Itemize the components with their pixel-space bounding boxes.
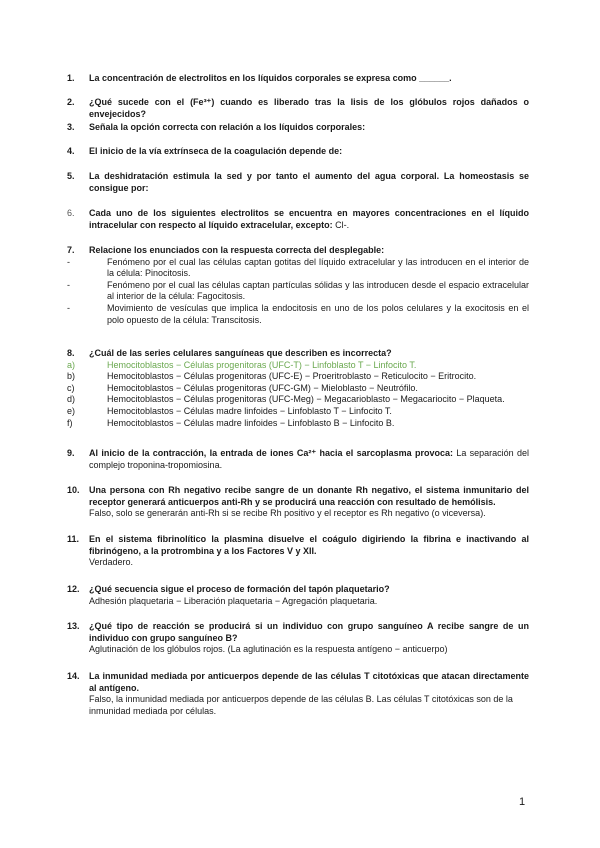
option: [67, 371, 529, 383]
option-text: Hemocitoblastos − Células progenitoras (UFC-E) − Proeritroblasto − Reticulocito − Eritrocito.: [107, 371, 477, 382]
question-number: 6.: [67, 208, 75, 218]
option-text: Hemocitoblastos − Células progenitoras (UFC-Meg) − Megacarioblasto − Megacariocito − Plaqueta.: [107, 394, 505, 405]
question-text: Cada uno de los siguientes electrolitos se encuentra en mayores concentraciones en el líquido intracelular con respecto al líquido extracelular, excepto:: [89, 208, 529, 230]
answer-text: Falso, solo se generarán anti-Rh si se recibe Rh positivo y el receptor es Rh negativo (o viceversa).: [89, 508, 486, 519]
question-text: Al inicio de la contracción, la entrada de iones Ca²⁺ hacia el sarcoplasma provoca:: [89, 448, 453, 458]
answer-text: Falso, la inmunidad mediada por anticuerpos depende de las células B. Las células T citotóxicas son de la inmunidad mediada por células.: [89, 694, 513, 716]
question-text: La deshidratación estimula la sed y por tanto el aumento del agua corporal. La homeostasis se consigue por:: [89, 171, 529, 193]
answer-text: La separación del complejo troponina-tropomiosina.: [89, 448, 529, 470]
question-2: [67, 97, 529, 120]
answer-text: Adhesión plaquetaria − Liberación plaquetaria − Agregación plaquetaria.: [89, 595, 378, 606]
question-9: [67, 448, 529, 471]
question-1: [67, 73, 529, 85]
question-number: 3.: [67, 122, 75, 132]
option: [67, 417, 529, 430]
question-number: 4.: [67, 146, 75, 156]
question-text: ¿Qué sucede con el (Fe³⁺) cuando es liberado tras la lisis de los glóbulos rojos dañados o envejecidos?: [89, 97, 529, 119]
option-text: Hemocitoblastos − Células progenitoras (UFC-T) − Linfoblasto T − Linfocito T.: [107, 359, 417, 370]
question-10: [67, 485, 529, 520]
question-text: ¿Qué tipo de reacción se producirá si un individuo con grupo sanguíneo A recibe sangre de un individuo con grupo sanguíneo B?: [89, 621, 529, 643]
list-item: - Fenómeno por el cual las células captan gotitas del líquido extracelular y las introducen en el interior de la célula: Pinocitosis.: [67, 256, 529, 279]
question-number: 7.: [67, 245, 75, 255]
question-number: 5.: [67, 171, 75, 181]
question-number: 10.: [67, 485, 80, 495]
option-correct: [67, 359, 529, 372]
question-12: [67, 584, 529, 607]
question-number: 14.: [67, 671, 80, 681]
question-number: 12.: [67, 584, 80, 594]
question-number: 11.: [67, 534, 80, 544]
answer-text: Verdadero.: [89, 557, 134, 568]
question-number: 2.: [67, 97, 75, 107]
question-text: En el sistema fibrinolítico la plasmina disuelve el coágulo digiriendo la fibrina e inactivando al fibrinógeno, a la protrombina y a los Factores V y XII.: [89, 534, 529, 556]
option: [67, 405, 529, 418]
list-item: - Fenómeno por el cual las células captan partículas sólidas y las introducen desde el espacio extracelular al interior de la célula: Fagocitosis.: [67, 279, 529, 302]
option-text: Hemocitoblastos − Células madre linfoides − Linfoblasto B − Linfocito B.: [107, 417, 395, 428]
question-number: 9.: [67, 448, 75, 458]
question-13: [67, 621, 529, 656]
item-text: Fenómeno por el cual las células captan partículas sólidas y las introducen desde el espacio extracelular al interior de la célula: Fagocitosis.: [107, 279, 529, 302]
option: [67, 382, 529, 395]
question-text: Una persona con Rh negativo recibe sangre de un donante Rh negativo, el sistema inmunitario del receptor generará anticuerpos anti-Rh y se producirá una reacción con resultado de hemólisis.: [89, 485, 529, 507]
option-letter: a): [67, 359, 76, 370]
question-text: La inmunidad mediada por anticuerpos depende de las células T citotóxicas que atacan directamente al antígeno.: [89, 671, 529, 693]
question-text: ¿Qué secuencia sigue el proceso de formación del tapón plaquetario?: [89, 584, 390, 594]
question-number: 1.: [67, 73, 75, 83]
item-text: Movimiento de vesículas que implica la endocitosis en uno de los polos celulares y la exocitosis en el polo opuesto de la célula: Transcitosis.: [107, 302, 529, 325]
question-5: [67, 171, 529, 194]
option-letter: f): [67, 417, 73, 428]
item-text: Fenómeno por el cual las células captan gotitas del líquido extracelular y las introducen en el interior de la célula: Pinocitosis.: [107, 256, 529, 279]
question-number: 13.: [67, 621, 80, 631]
question-4: [67, 146, 529, 158]
option-letter: d): [67, 394, 76, 405]
question-number: 8.: [67, 348, 75, 358]
question-6: [67, 208, 529, 231]
answer-text: Aglutinación de los glóbulos rojos. (La aglutinación es la respuesta antígeno − anticuerpo): [89, 644, 448, 655]
list-item: - Movimiento de vesículas que implica la endocitosis en uno de los polos celulares y la exocitosis en el polo opuesto de la célula: Transcitosis.: [67, 302, 529, 325]
option-letter: e): [67, 405, 76, 416]
question-text: La concentración de electrolitos en los líquidos corporales se expresa como ______.: [89, 73, 452, 83]
question-8: [67, 348, 529, 429]
question-text: El inicio de la vía extrínseca de la coagulación depende de:: [89, 146, 343, 156]
option: [67, 394, 529, 406]
page-number: 1: [519, 796, 526, 808]
question-3: [67, 122, 529, 134]
question-text: ¿Cuál de las series celulares sanguíneas que describen es incorrecta?: [89, 348, 392, 358]
question-text: Señala la opción correcta con relación a los líquidos corporales:: [89, 122, 366, 132]
question-11: [67, 534, 529, 569]
option-text: Hemocitoblastos − Células progenitoras (UFC-GM) − Mieloblasto − Neutrófilo.: [107, 382, 418, 393]
question-14: [67, 671, 529, 717]
option-letter: c): [67, 382, 75, 393]
option-text: Hemocitoblastos − Células madre linfoides − Linfoblasto T − Linfocito T.: [107, 405, 392, 416]
answer-text: Cl-.: [335, 219, 350, 230]
option-letter: b): [67, 371, 76, 382]
question-text: Relacione los enunciados con la respuesta correcta del desplegable:: [89, 245, 385, 255]
question-7: [67, 245, 529, 326]
